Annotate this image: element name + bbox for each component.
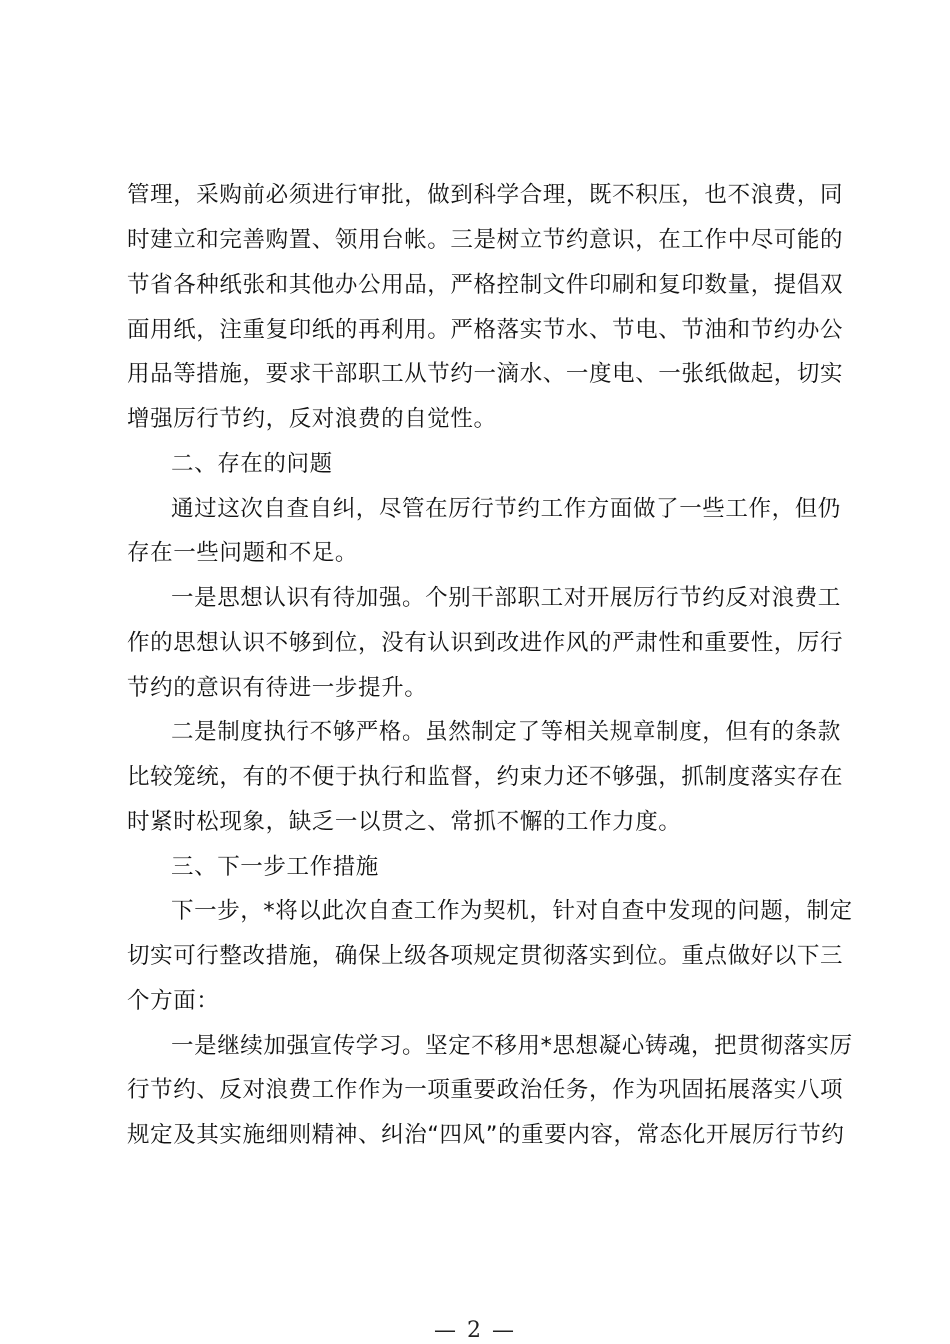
body-line: 时紧时松现象，缺乏一以贯之、常抓不懈的工作力度。 bbox=[127, 809, 682, 835]
page-number: — 2 — bbox=[434, 1318, 516, 1343]
body-line: 作的思想认识不够到位，没有认识到改进作风的严肃性和重要性，厉行 bbox=[127, 630, 844, 656]
body-line: 切实可行整改措施，确保上级各项规定贯彻落实到位。重点做好以下三 bbox=[127, 943, 844, 969]
section-heading: 二、存在的问题 bbox=[171, 451, 333, 477]
body-line: 面用纸，注重复印纸的再利用。严格落实节水、节电、节油和节约办公 bbox=[127, 317, 844, 343]
body-line: 行节约、反对浪费工作作为一项重要政治任务，作为巩固拓展落实八项 bbox=[127, 1077, 844, 1103]
body-line: 通过这次自查自纠，尽管在厉行节约工作方面做了一些工作，但仍 bbox=[171, 496, 841, 522]
body-line: 下一步，*将以此次自查工作为契机，针对自查中发现的问题，制定 bbox=[171, 898, 853, 924]
body-line: 一是思想认识有待加强。个别干部职工对开展厉行节约反对浪费工 bbox=[171, 585, 841, 611]
body-line: 节省各种纸张和其他办公用品，严格控制文件印刷和复印数量，提倡双 bbox=[127, 272, 844, 298]
body-line: 一是继续加强宣传学习。坚定不移用*思想凝心铸魂，把贯彻落实厉 bbox=[171, 1033, 853, 1059]
body-line: 二是制度执行不够严格。虽然制定了等相关规章制度，但有的条款 bbox=[171, 719, 841, 745]
body-line: 规定及其实施细则精神、纠治“四风”的重要内容，常态化开展厉行节约 bbox=[127, 1122, 845, 1148]
body-line: 节约的意识有待进一步提升。 bbox=[127, 675, 428, 701]
body-line: 比较笼统，有的不便于执行和监督，约束力还不够强，抓制度落实存在 bbox=[127, 764, 844, 790]
body-line: 存在一些问题和不足。 bbox=[127, 540, 359, 566]
body-line: 管理，采购前必须进行审批，做到科学合理，既不积压，也不浪费，同 bbox=[127, 182, 844, 208]
body-line: 时建立和完善购置、领用台帐。三是树立节约意识，在工作中尽可能的 bbox=[127, 227, 844, 253]
section-heading: 三、下一步工作措施 bbox=[171, 854, 379, 880]
body-line: 个方面： bbox=[127, 988, 220, 1014]
body-line: 增强厉行节约，反对浪费的自觉性。 bbox=[127, 406, 497, 432]
body-line: 用品等措施，要求干部职工从节约一滴水、一度电、一张纸做起，切实 bbox=[127, 361, 844, 387]
